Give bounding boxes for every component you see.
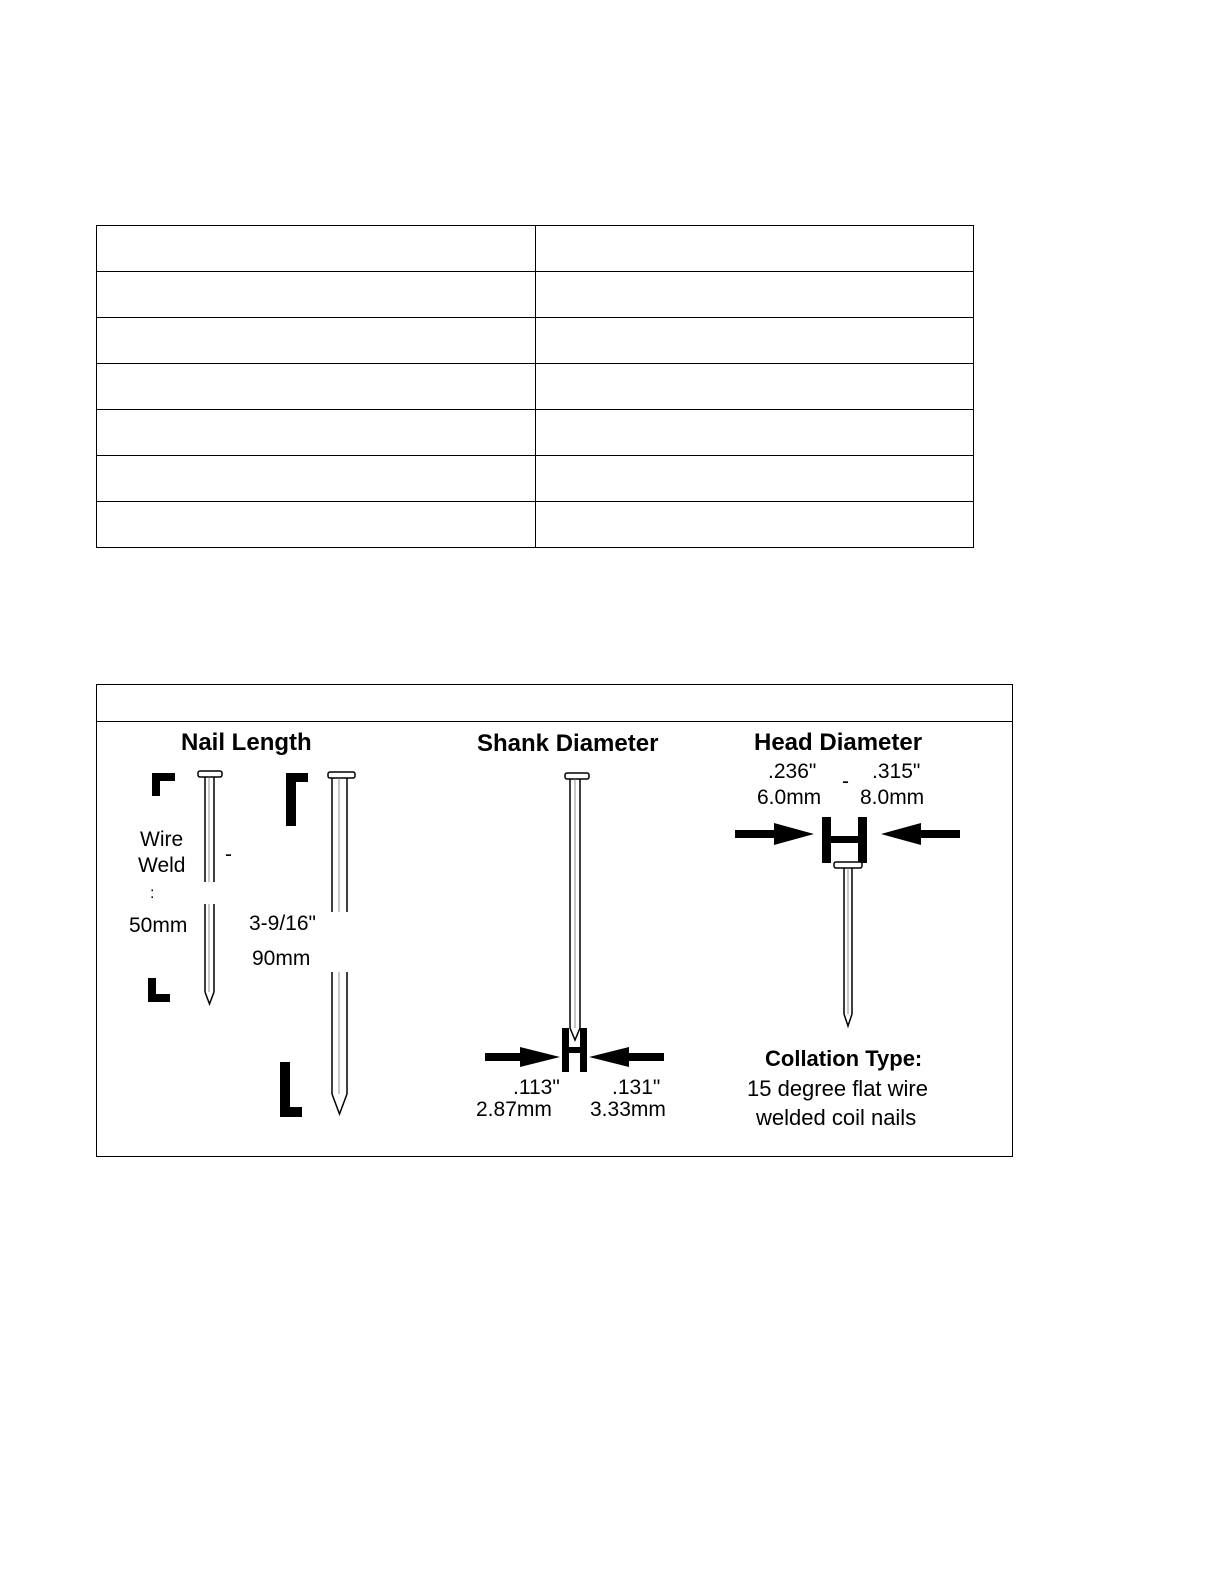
head-arrow-left-icon (735, 823, 814, 845)
short-nail-top-bracket-icon (152, 773, 175, 796)
length-dash: - (225, 843, 232, 866)
shank-diameter-title: Shank Diameter (477, 730, 659, 757)
long-nail-bottom-bracket-icon (280, 1062, 302, 1117)
head-dash: - (842, 770, 849, 793)
head-max-in: .315" (872, 760, 921, 783)
long-nail-gap (320, 912, 352, 972)
length-colon: : (150, 885, 155, 902)
collation-line-1: 15 degree flat wire (747, 1076, 928, 1101)
shank-min-mm: 2.87mm (476, 1098, 552, 1121)
wire-label: Wire (140, 828, 184, 851)
shank-max-mm: 3.33mm (590, 1098, 666, 1121)
shank-arrow-right-icon (589, 1047, 664, 1067)
head-h-marker-icon (822, 817, 867, 863)
head-nail-icon (834, 862, 862, 1026)
long-length-mm: 90mm (252, 947, 311, 970)
short-nail-gap (196, 882, 218, 904)
shank-max-in: .131" (612, 1076, 661, 1099)
short-nail-bottom-bracket-icon (148, 978, 170, 1002)
head-diameter-title: Head Diameter (754, 729, 923, 756)
weld-label: Weld (138, 854, 186, 877)
collation-title: Collation Type: (765, 1046, 923, 1071)
nail-length-title: Nail Length (181, 729, 312, 756)
long-length-in: 3-9/16" (249, 912, 316, 935)
head-max-mm: 8.0mm (860, 786, 925, 809)
long-nail-top-bracket-icon (286, 773, 308, 826)
shank-min-in: .113" (513, 1076, 560, 1099)
head-arrow-right-icon (881, 823, 960, 845)
head-min-mm: 6.0mm (757, 786, 822, 809)
head-min-in: .236" (768, 760, 817, 783)
short-length-mm: 50mm (129, 914, 188, 937)
collation-line-2: welded coil nails (756, 1105, 917, 1130)
shank-arrow-left-icon (485, 1047, 560, 1067)
shank-nail-icon (565, 773, 589, 1040)
